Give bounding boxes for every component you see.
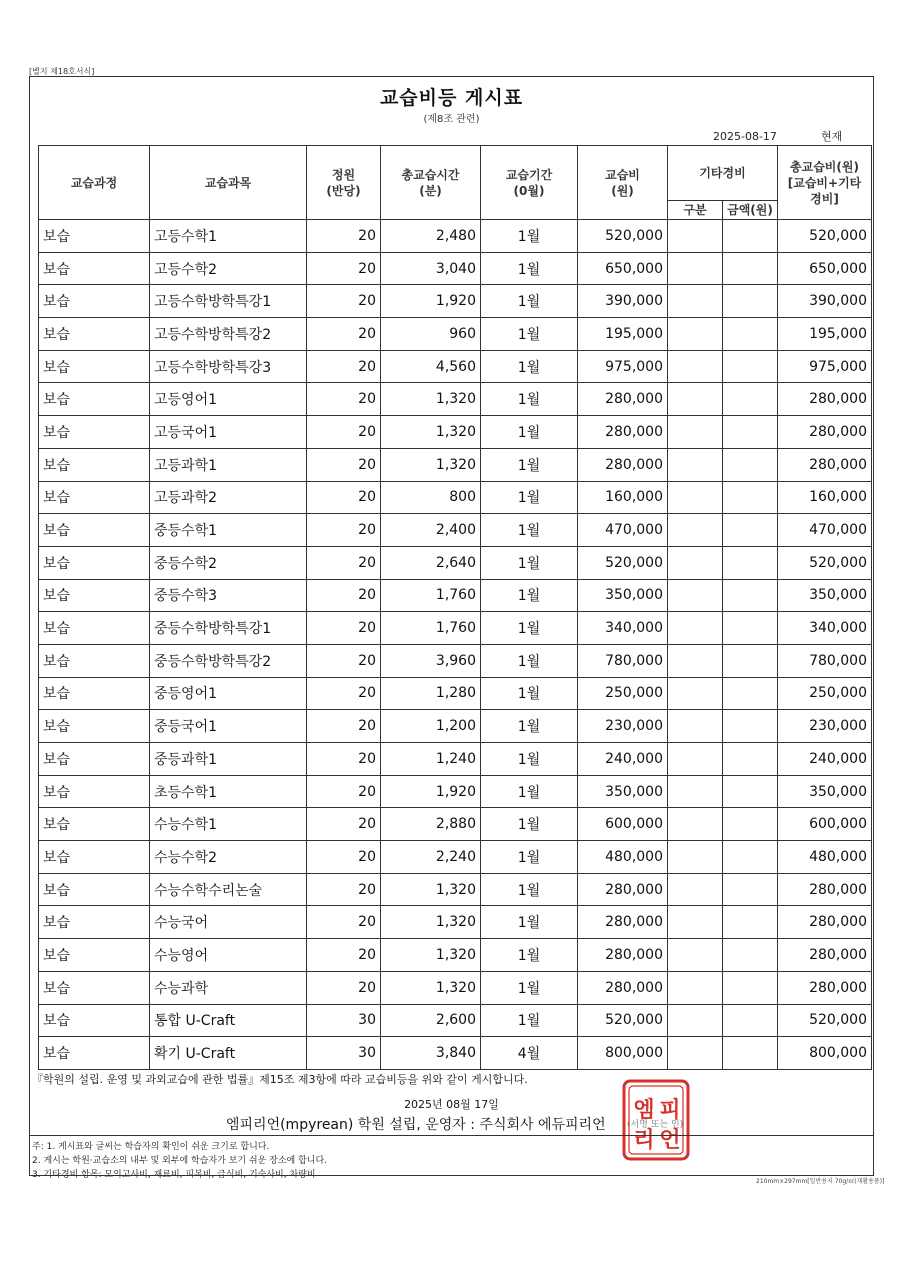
cell-period: 1월 (481, 350, 578, 383)
cell-subject: 통합 U-Craft (150, 1004, 307, 1037)
footnote-1: 주: 1. 게시표와 글씨는 학습자의 확인이 쉬운 크기로 합니다. (32, 1142, 270, 1152)
cell-course: 보습 (39, 1004, 150, 1037)
cell-other-type (668, 416, 723, 449)
cell-other-amount (723, 1004, 778, 1037)
cell-course: 보습 (39, 220, 150, 253)
table-row (39, 906, 872, 939)
cell-capacity: 20 (307, 546, 381, 579)
cell-subject: 고등수학방학특강1 (150, 285, 307, 318)
legal-statement: 『학원의 설립. 운영 및 과외교습에 관한 법률』제15조 제3항에 따라 교습비등을 위와 같이 게시합니다. (32, 1073, 528, 1086)
cell-other-amount (723, 743, 778, 776)
cell-other-amount (723, 546, 778, 579)
cell-total-fee: 195,000 (778, 318, 872, 351)
cell-total-fee: 280,000 (778, 873, 872, 906)
cell-total-hours: 1,760 (381, 579, 481, 612)
cell-total-hours: 2,480 (381, 220, 481, 253)
cell-total-fee: 340,000 (778, 612, 872, 645)
cell-capacity: 20 (307, 285, 381, 318)
cell-capacity: 20 (307, 350, 381, 383)
cell-fee: 160,000 (578, 481, 668, 514)
cell-capacity: 20 (307, 644, 381, 677)
cell-subject: 중등수학3 (150, 579, 307, 612)
cell-other-type (668, 285, 723, 318)
table-row (39, 416, 872, 449)
cell-total-fee: 520,000 (778, 220, 872, 253)
cell-total-fee: 250,000 (778, 677, 872, 710)
cell-total-hours: 1,320 (381, 416, 481, 449)
signature-hint: (서명 또는 인) (627, 1120, 684, 1130)
cell-fee: 800,000 (578, 1037, 668, 1070)
header-other-amount: 금액(원) (723, 201, 778, 220)
cell-total-fee: 280,000 (778, 383, 872, 416)
cell-other-amount (723, 285, 778, 318)
cell-capacity: 20 (307, 579, 381, 612)
cell-capacity: 20 (307, 743, 381, 776)
cell-course: 보습 (39, 252, 150, 285)
cell-other-amount (723, 448, 778, 481)
header-fee: 교습비 (원) (578, 146, 668, 220)
cell-fee: 240,000 (578, 743, 668, 776)
cell-fee: 280,000 (578, 906, 668, 939)
paper-spec: 210mm×297mm[일반용지 70g/㎡(재활용품)] (756, 1178, 885, 1185)
header-total-hours: 총교습시간 (분) (381, 146, 481, 220)
cell-capacity: 20 (307, 612, 381, 645)
cell-capacity: 20 (307, 448, 381, 481)
table-row (39, 612, 872, 645)
cell-total-fee: 800,000 (778, 1037, 872, 1070)
cell-fee: 280,000 (578, 448, 668, 481)
cell-other-amount (723, 579, 778, 612)
header-other-type: 구분 (668, 201, 723, 220)
cell-fee: 195,000 (578, 318, 668, 351)
table-row (39, 841, 872, 874)
cell-course: 보습 (39, 1037, 150, 1070)
cell-other-type (668, 775, 723, 808)
cell-fee: 280,000 (578, 383, 668, 416)
cell-total-fee: 390,000 (778, 285, 872, 318)
cell-period: 1월 (481, 677, 578, 710)
cell-course: 보습 (39, 971, 150, 1004)
cell-period: 1월 (481, 971, 578, 1004)
cell-capacity: 20 (307, 873, 381, 906)
table-row (39, 677, 872, 710)
cell-total-hours: 1,920 (381, 775, 481, 808)
cell-course: 보습 (39, 285, 150, 318)
cell-fee: 600,000 (578, 808, 668, 841)
cell-subject: 수능과학 (150, 971, 307, 1004)
cell-course: 보습 (39, 873, 150, 906)
cell-subject: 확기 U-Craft (150, 1037, 307, 1070)
cell-total-fee: 280,000 (778, 971, 872, 1004)
cell-other-type (668, 220, 723, 253)
cell-subject: 수능수학2 (150, 841, 307, 874)
cell-other-type (668, 644, 723, 677)
cell-fee: 520,000 (578, 1004, 668, 1037)
cell-course: 보습 (39, 677, 150, 710)
cell-course: 보습 (39, 416, 150, 449)
cell-total-fee: 975,000 (778, 350, 872, 383)
cell-other-type (668, 939, 723, 972)
cell-total-hours: 2,400 (381, 514, 481, 547)
cell-total-hours: 3,960 (381, 644, 481, 677)
cell-period: 1월 (481, 841, 578, 874)
cell-other-type (668, 579, 723, 612)
as-of-date-value: 2025-08-17 (713, 130, 777, 143)
cell-capacity: 20 (307, 906, 381, 939)
cell-capacity: 20 (307, 514, 381, 547)
cell-total-fee: 350,000 (778, 775, 872, 808)
cell-capacity: 20 (307, 971, 381, 1004)
cell-fee: 480,000 (578, 841, 668, 874)
cell-capacity: 20 (307, 710, 381, 743)
cell-capacity: 20 (307, 416, 381, 449)
fee-notice-sheet (29, 76, 874, 1180)
footnote-2: 2. 게시는 학원·교습소의 내부 및 외부에 학습자가 보기 쉬운 장소에 합니다. (32, 1156, 328, 1166)
cell-period: 1월 (481, 383, 578, 416)
cell-fee: 470,000 (578, 514, 668, 547)
cell-total-fee: 520,000 (778, 1004, 872, 1037)
cell-other-amount (723, 677, 778, 710)
cell-subject: 수능영어 (150, 939, 307, 972)
cell-total-hours: 1,920 (381, 285, 481, 318)
cell-course: 보습 (39, 383, 150, 416)
cell-subject: 중등수학방학특강2 (150, 644, 307, 677)
cell-other-amount (723, 220, 778, 253)
cell-subject: 고등영어1 (150, 383, 307, 416)
cell-subject: 초등수학1 (150, 775, 307, 808)
cell-other-type (668, 1004, 723, 1037)
header-period: 교습기간 (0월) (481, 146, 578, 220)
cell-other-amount (723, 612, 778, 645)
cell-fee: 350,000 (578, 775, 668, 808)
cell-fee: 250,000 (578, 677, 668, 710)
cell-period: 1월 (481, 939, 578, 972)
table-row (39, 1004, 872, 1037)
cell-course: 보습 (39, 546, 150, 579)
table-row (39, 644, 872, 677)
cell-period: 1월 (481, 873, 578, 906)
cell-other-type (668, 318, 723, 351)
cell-total-fee: 470,000 (778, 514, 872, 547)
cell-total-hours: 1,280 (381, 677, 481, 710)
cell-period: 1월 (481, 481, 578, 514)
footnote-divider (30, 1135, 873, 1136)
cell-other-type (668, 873, 723, 906)
cell-other-amount (723, 252, 778, 285)
cell-total-fee: 280,000 (778, 906, 872, 939)
table-row (39, 873, 872, 906)
cell-capacity: 30 (307, 1037, 381, 1070)
cell-course: 보습 (39, 710, 150, 743)
cell-period: 1월 (481, 514, 578, 547)
cell-period: 1월 (481, 906, 578, 939)
cell-total-hours: 4,560 (381, 350, 481, 383)
cell-total-hours: 3,040 (381, 252, 481, 285)
cell-fee: 780,000 (578, 644, 668, 677)
as-of-date (713, 128, 842, 144)
cell-other-amount (723, 971, 778, 1004)
cell-capacity: 20 (307, 841, 381, 874)
cell-period: 1월 (481, 775, 578, 808)
table-row (39, 971, 872, 1004)
header-total-fee: 총교습비(원) [교습비+기타 경비] (778, 146, 872, 220)
cell-course: 보습 (39, 644, 150, 677)
form-code: [별지 제18호서식] (29, 67, 95, 76)
cell-capacity: 20 (307, 383, 381, 416)
cell-other-amount (723, 873, 778, 906)
cell-total-fee: 650,000 (778, 252, 872, 285)
cell-period: 4월 (481, 1037, 578, 1070)
cell-subject: 고등수학방학특강2 (150, 318, 307, 351)
cell-period: 1월 (481, 285, 578, 318)
cell-fee: 340,000 (578, 612, 668, 645)
cell-fee: 520,000 (578, 546, 668, 579)
sign-date: 2025년 08월 17일 (404, 1098, 499, 1111)
cell-total-hours: 2,880 (381, 808, 481, 841)
header-other-expenses: 기타경비 (668, 146, 778, 201)
as-of-label: 현재 (820, 130, 843, 143)
cell-other-amount (723, 383, 778, 416)
cell-other-amount (723, 318, 778, 351)
cell-total-fee: 240,000 (778, 743, 872, 776)
document-title: 교습비등 게시표 (379, 87, 524, 109)
document-subtitle: (제8조 관련) (423, 114, 480, 125)
cell-other-amount (723, 1037, 778, 1070)
cell-capacity: 30 (307, 1004, 381, 1037)
cell-total-fee: 780,000 (778, 644, 872, 677)
cell-total-hours: 1,320 (381, 971, 481, 1004)
cell-other-amount (723, 416, 778, 449)
cell-other-amount (723, 644, 778, 677)
cell-course: 보습 (39, 612, 150, 645)
cell-other-type (668, 906, 723, 939)
cell-subject: 중등수학방학특강1 (150, 612, 307, 645)
cell-total-fee: 350,000 (778, 579, 872, 612)
cell-fee: 520,000 (578, 220, 668, 253)
table-row (39, 220, 872, 253)
cell-other-amount (723, 350, 778, 383)
cell-total-fee: 160,000 (778, 481, 872, 514)
table-row (39, 939, 872, 972)
cell-other-amount (723, 481, 778, 514)
cell-other-type (668, 383, 723, 416)
cell-period: 1월 (481, 743, 578, 776)
cell-other-type (668, 252, 723, 285)
cell-other-type (668, 841, 723, 874)
cell-other-type (668, 612, 723, 645)
cell-total-hours: 1,320 (381, 873, 481, 906)
cell-subject: 중등수학1 (150, 514, 307, 547)
cell-subject: 고등수학1 (150, 220, 307, 253)
cell-fee: 230,000 (578, 710, 668, 743)
operator-name: 엠피리언(mpyrean) 학원 설립, 운영자 : 주식회사 에듀피리언 (226, 1117, 606, 1133)
cell-period: 1월 (481, 579, 578, 612)
cell-subject: 중등수학2 (150, 546, 307, 579)
cell-fee: 650,000 (578, 252, 668, 285)
cell-total-fee: 230,000 (778, 710, 872, 743)
cell-other-amount (723, 710, 778, 743)
cell-period: 1월 (481, 448, 578, 481)
cell-course: 보습 (39, 743, 150, 776)
cell-total-hours: 1,320 (381, 939, 481, 972)
svg-text:엠: 엠 (633, 1098, 655, 1123)
cell-subject: 고등국어1 (150, 416, 307, 449)
cell-subject: 수능수학수리논술 (150, 873, 307, 906)
svg-text:리: 리 (633, 1128, 655, 1153)
cell-other-amount (723, 808, 778, 841)
cell-capacity: 20 (307, 481, 381, 514)
cell-other-type (668, 481, 723, 514)
table-row (39, 514, 872, 547)
table-row (39, 252, 872, 285)
cell-period: 1월 (481, 612, 578, 645)
cell-period: 1월 (481, 220, 578, 253)
cell-other-amount (723, 775, 778, 808)
cell-other-type (668, 677, 723, 710)
cell-capacity: 20 (307, 220, 381, 253)
table-row (39, 579, 872, 612)
svg-text:피: 피 (659, 1098, 681, 1123)
cell-period: 1월 (481, 318, 578, 351)
cell-fee: 350,000 (578, 579, 668, 612)
cell-other-type (668, 1037, 723, 1070)
table-row (39, 318, 872, 351)
cell-other-type (668, 448, 723, 481)
table-row (39, 1037, 872, 1070)
table-row (39, 285, 872, 318)
cell-total-hours: 3,840 (381, 1037, 481, 1070)
cell-period: 1월 (481, 808, 578, 841)
table-row (39, 710, 872, 743)
table-row (39, 546, 872, 579)
cell-course: 보습 (39, 514, 150, 547)
cell-other-type (668, 971, 723, 1004)
cell-subject: 수능국어 (150, 906, 307, 939)
cell-total-fee: 280,000 (778, 939, 872, 972)
cell-total-hours: 2,240 (381, 841, 481, 874)
cell-subject: 고등과학2 (150, 481, 307, 514)
table-row (39, 775, 872, 808)
cell-capacity: 20 (307, 775, 381, 808)
cell-total-hours: 1,320 (381, 383, 481, 416)
cell-other-amount (723, 939, 778, 972)
company-seal-stamp (620, 1077, 692, 1163)
cell-other-type (668, 743, 723, 776)
cell-total-fee: 600,000 (778, 808, 872, 841)
cell-period: 1월 (481, 644, 578, 677)
cell-period: 1월 (481, 252, 578, 285)
cell-other-type (668, 350, 723, 383)
cell-total-hours: 1,240 (381, 743, 481, 776)
cell-fee: 280,000 (578, 873, 668, 906)
cell-total-fee: 280,000 (778, 448, 872, 481)
cell-total-hours: 800 (381, 481, 481, 514)
header-subject: 교습과목 (150, 146, 307, 220)
header-course: 교습과정 (39, 146, 150, 220)
cell-other-type (668, 808, 723, 841)
cell-fee: 975,000 (578, 350, 668, 383)
cell-subject: 고등과학1 (150, 448, 307, 481)
cell-other-amount (723, 906, 778, 939)
cell-fee: 390,000 (578, 285, 668, 318)
table-row (39, 481, 872, 514)
cell-course: 보습 (39, 808, 150, 841)
cell-subject: 고등수학2 (150, 252, 307, 285)
cell-course: 보습 (39, 906, 150, 939)
cell-course: 보습 (39, 318, 150, 351)
cell-other-amount (723, 514, 778, 547)
cell-subject: 고등수학방학특강3 (150, 350, 307, 383)
cell-total-hours: 960 (381, 318, 481, 351)
cell-subject: 중등국어1 (150, 710, 307, 743)
cell-capacity: 20 (307, 252, 381, 285)
cell-subject: 중등영어1 (150, 677, 307, 710)
cell-course: 보습 (39, 350, 150, 383)
fee-table (38, 145, 872, 1070)
cell-fee: 280,000 (578, 971, 668, 1004)
cell-capacity: 20 (307, 318, 381, 351)
cell-total-hours: 2,600 (381, 1004, 481, 1037)
table-row (39, 383, 872, 416)
cell-period: 1월 (481, 710, 578, 743)
cell-other-type (668, 514, 723, 547)
cell-period: 1월 (481, 416, 578, 449)
cell-total-fee: 480,000 (778, 841, 872, 874)
svg-text:언: 언 (659, 1128, 681, 1153)
cell-other-amount (723, 841, 778, 874)
cell-period: 1월 (481, 546, 578, 579)
table-row (39, 743, 872, 776)
table-row (39, 808, 872, 841)
cell-course: 보습 (39, 775, 150, 808)
cell-fee: 280,000 (578, 939, 668, 972)
cell-course: 보습 (39, 448, 150, 481)
cell-total-hours: 1,320 (381, 448, 481, 481)
header-capacity: 정원 (반당) (307, 146, 381, 220)
cell-course: 보습 (39, 841, 150, 874)
footnote-3: 3. 기타경비 항목: 모의고사비, 재료비, 피복비, 급식비, 기숙사비, 차량비 (32, 1170, 316, 1180)
cell-total-fee: 520,000 (778, 546, 872, 579)
cell-other-type (668, 546, 723, 579)
table-row (39, 448, 872, 481)
fee-table-body (39, 220, 872, 1070)
cell-capacity: 20 (307, 939, 381, 972)
cell-other-type (668, 710, 723, 743)
cell-capacity: 20 (307, 677, 381, 710)
cell-total-hours: 1,200 (381, 710, 481, 743)
cell-fee: 280,000 (578, 416, 668, 449)
cell-course: 보습 (39, 579, 150, 612)
cell-course: 보습 (39, 481, 150, 514)
cell-total-fee: 280,000 (778, 416, 872, 449)
cell-period: 1월 (481, 1004, 578, 1037)
cell-subject: 중등과학1 (150, 743, 307, 776)
cell-total-hours: 1,760 (381, 612, 481, 645)
cell-total-hours: 2,640 (381, 546, 481, 579)
cell-subject: 수능수학1 (150, 808, 307, 841)
cell-course: 보습 (39, 939, 150, 972)
cell-total-hours: 1,320 (381, 906, 481, 939)
table-row (39, 350, 872, 383)
cell-capacity: 20 (307, 808, 381, 841)
